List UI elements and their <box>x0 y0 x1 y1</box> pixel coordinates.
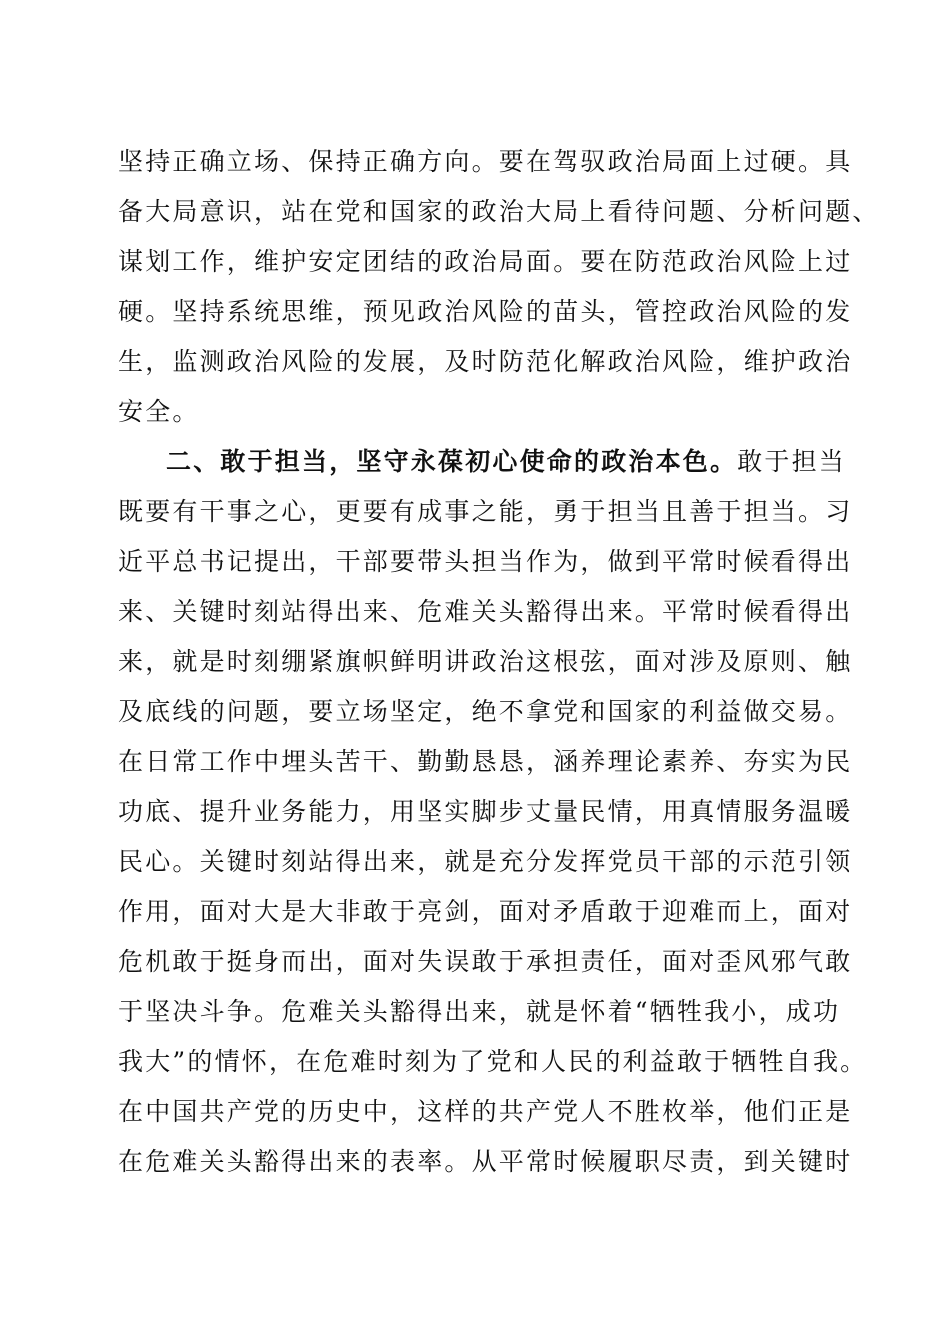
text-line: 民心。关键时刻站得出来，就是充分发挥党员干部的示范引领 <box>118 847 853 876</box>
text-line: 坚持正确立场、保持正确方向。要在驾驭政治局面上过硬。具 <box>118 147 853 176</box>
text-line: 谋划工作，维护安定团结的政治局面。要在防范政治风险上过 <box>118 247 853 276</box>
text-line: 生，监测政治风险的发展，及时防范化解政治风险，维护政治 <box>118 347 853 376</box>
text-line: 作用，面对大是大非敢于亮剑，面对矛盾敢于迎难而上，面对 <box>118 897 853 926</box>
text-line: 危机敢于挺身而出，面对失误敢于承担责任，面对歪风邪气敢 <box>118 947 853 976</box>
text-line: 在危难关头豁得出来的表率。从平常时候履职尽责，到关键时 <box>118 1147 853 1176</box>
text-line: 备大局意识，站在党和国家的政治大局上看待问题、分析问题、 <box>118 197 880 226</box>
text-fragment: 敢于担当 <box>737 447 847 476</box>
text-line: 来，就是时刻绷紧旗帜鲜明讲政治这根弦，面对涉及原则、触 <box>118 647 853 676</box>
text-line: 及底线的问题，要立场坚定，绝不拿党和国家的利益做交易。 <box>118 697 853 726</box>
text-line: 于坚决斗争。危难关头豁得出来，就是怀着“牺牲我小，成功 <box>118 997 841 1026</box>
text-line: 硬。坚持系统思维，预见政治风险的苗头，管控政治风险的发 <box>118 297 853 326</box>
text-line: 在日常工作中埋头苦干、勤勤恳恳，涵养理论素养、夯实为民 <box>118 747 853 776</box>
text-line: 我大”的情怀，在危难时刻为了党和人民的利益敢于牺牲自我。 <box>118 1047 868 1076</box>
text-line: 安全。 <box>118 397 200 426</box>
text-line: 功底、提升业务能力，用坚实脚步丈量民情，用真情服务温暖 <box>118 797 853 826</box>
section-heading-line <box>166 446 846 478</box>
text-line: 近平总书记提出，干部要带头担当作为，做到平常时候看得出 <box>118 547 853 576</box>
text-line: 在中国共产党的历史中，这样的共产党人不胜枚举，他们正是 <box>118 1097 853 1126</box>
text-line: 既要有干事之心，更要有成事之能，勇于担当且善于担当。习 <box>118 497 853 526</box>
section-heading: 二、敢于担当，坚守永葆初心使命的政治本色。 <box>166 447 738 476</box>
text-line: 来、关键时刻站得出来、危难关头豁得出来。平常时候看得出 <box>118 597 853 626</box>
